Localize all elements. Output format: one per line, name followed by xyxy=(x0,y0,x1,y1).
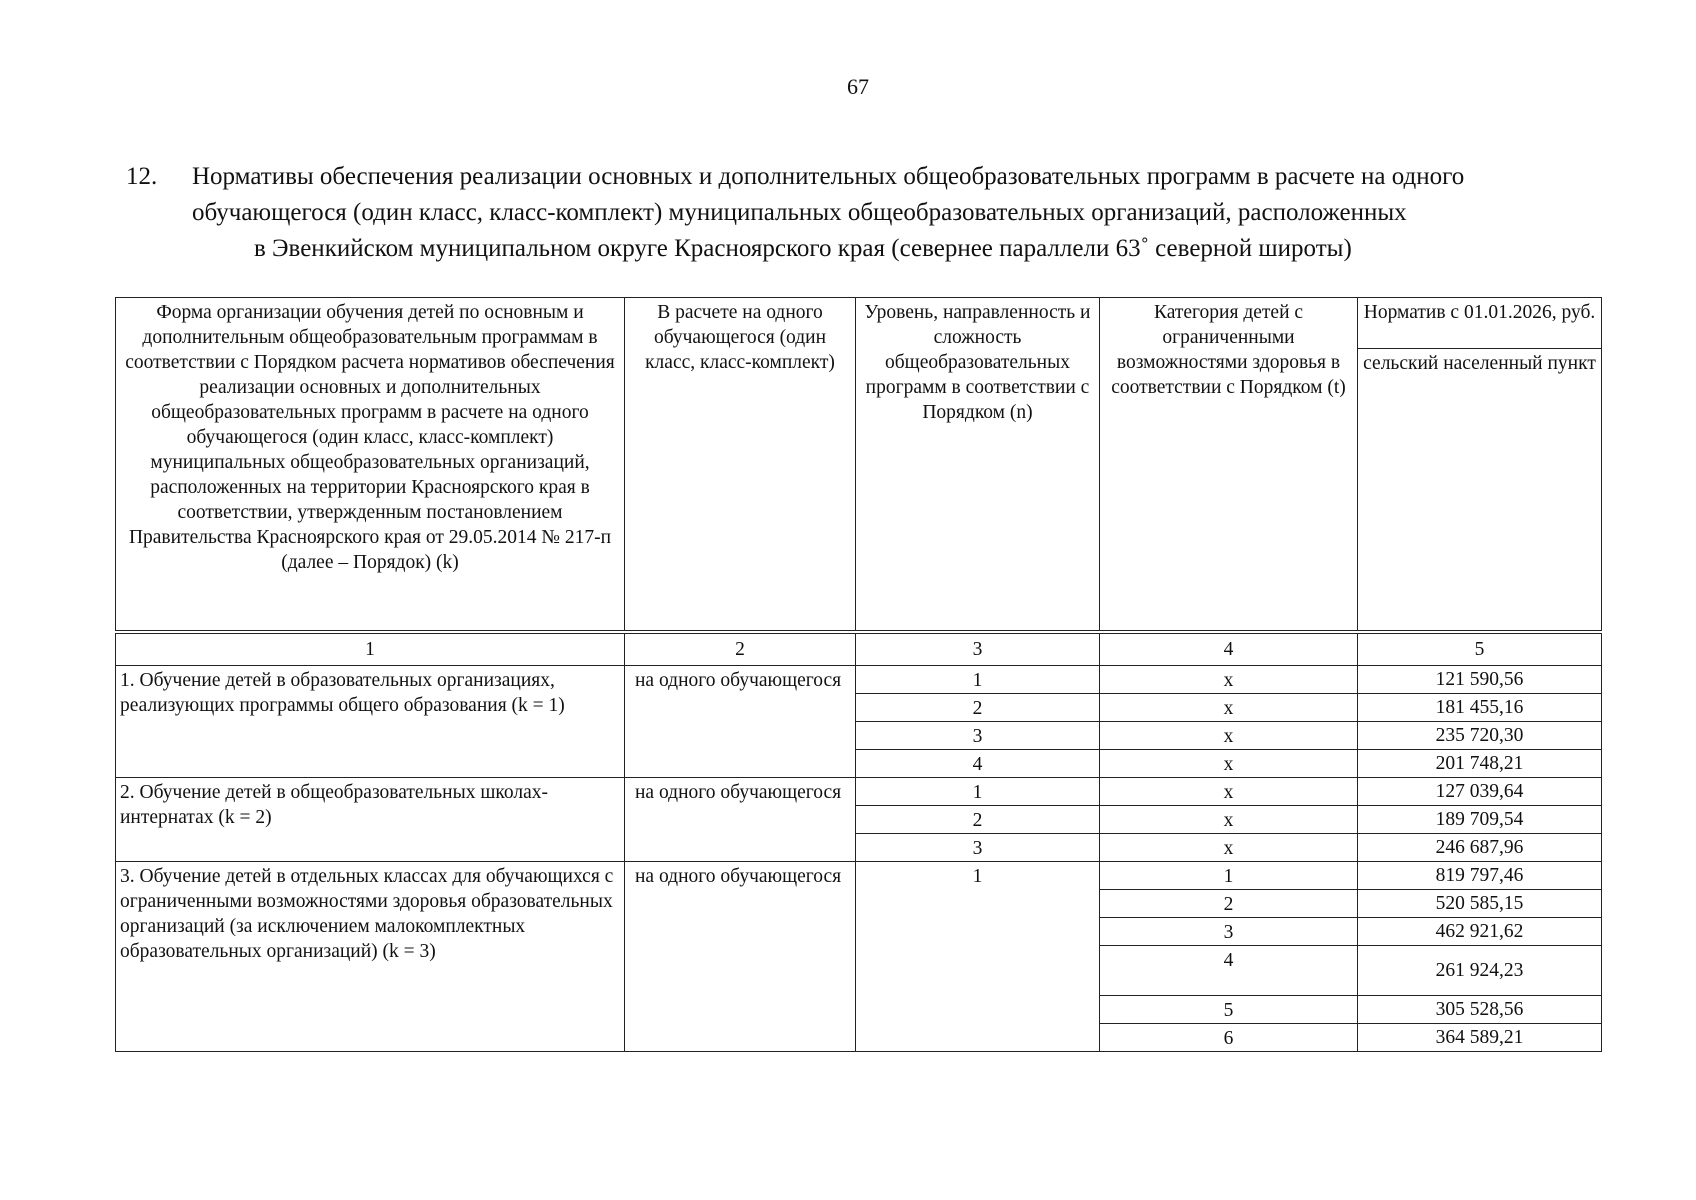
column-number-row xyxy=(116,632,1602,666)
level-cell: 4 xyxy=(856,750,1100,778)
level-cell: 1 xyxy=(856,666,1100,694)
norm-value: 819 797,46 xyxy=(1358,862,1602,890)
norm-value: 261 924,23 xyxy=(1358,946,1602,996)
category-cell: 3 xyxy=(1100,918,1358,946)
column-number: 4 xyxy=(1100,632,1358,666)
norm-value: 201 748,21 xyxy=(1358,750,1602,778)
group-per: на одного обучающегося xyxy=(625,778,856,862)
column-number: 1 xyxy=(116,632,625,666)
category-cell: x xyxy=(1100,778,1358,806)
category-cell: x xyxy=(1100,666,1358,694)
group-per: на одного обучающегося xyxy=(625,666,856,778)
category-cell: x xyxy=(1100,722,1358,750)
category-cell: x xyxy=(1100,806,1358,834)
level-cell: 3 xyxy=(856,834,1100,862)
norm-value: 520 585,15 xyxy=(1358,890,1602,918)
heading-line-3: в Эвенкийском муниципальном округе Красноярского края (севернее параллели 63˚ северной широты) xyxy=(254,235,1352,262)
column-number: 5 xyxy=(1358,632,1602,666)
table-row xyxy=(116,778,1602,806)
header-norm: Норматив с 01.01.2026, руб. xyxy=(1358,298,1602,349)
column-number: 2 xyxy=(625,632,856,666)
category-cell: 2 xyxy=(1100,890,1358,918)
norm-value: 462 921,62 xyxy=(1358,918,1602,946)
norm-value: 364 589,21 xyxy=(1358,1024,1602,1052)
level-cell: 2 xyxy=(856,806,1100,834)
category-cell: 5 xyxy=(1100,996,1358,1024)
category-cell: 4 xyxy=(1100,946,1358,996)
level-cell: 1 xyxy=(856,862,1100,1052)
header-category: Категория детей с ограниченными возможностями здоровья в соответствии с Порядком (t) xyxy=(1100,298,1358,633)
table-row xyxy=(116,862,1602,890)
norm-value: 127 039,64 xyxy=(1358,778,1602,806)
level-cell: 1 xyxy=(856,778,1100,806)
norm-value: 181 455,16 xyxy=(1358,694,1602,722)
heading-line-1: Нормативы обеспечения реализации основных и дополнительных общеобразовательных программ в расчете на одного xyxy=(192,163,1465,190)
header-level: Уровень, направленность и сложность общеобразовательных программ в соответствии с Порядком (n) xyxy=(856,298,1100,633)
group-description: 2. Обучение детей в общеобразовательных школах-интернатах (k = 2) xyxy=(116,778,625,862)
heading-line-2: обучающегося (один класс, класс-комплект) муниципальных общеобразовательных организаций, расположенных xyxy=(192,199,1407,226)
category-cell: x xyxy=(1100,694,1358,722)
level-cell: 3 xyxy=(856,722,1100,750)
page-number: 67 xyxy=(847,74,869,99)
norms-table xyxy=(115,297,1602,1052)
norm-value: 305 528,56 xyxy=(1358,996,1602,1024)
group-per: на одного обучающегося xyxy=(625,862,856,1052)
column-number: 3 xyxy=(856,632,1100,666)
header-form: Форма организации обучения детей по основным и дополнительным общеобразовательным программам в соответствии с Порядком расчета нормативов обеспечения реализации основных и дополнительных общеобразовательных программ в расчете на одного обучающегося (один класс, класс-комплект) муниципальных общеобразовательных организаций, расположенных на территории Красноярского края в соответствии, утвержденным постановлением Правительства Красноярского края от 29.05.2014 № 217-п (далее – Порядок) (k) xyxy=(116,298,625,633)
norm-value: 235 720,30 xyxy=(1358,722,1602,750)
category-cell: 6 xyxy=(1100,1024,1358,1052)
header-per: В расчете на одного обучающегося (один класс, класс-комплект) xyxy=(625,298,856,633)
category-cell: x xyxy=(1100,750,1358,778)
table-row xyxy=(116,666,1602,694)
header-norm-rural: сельский населенный пункт xyxy=(1358,349,1602,633)
norm-value: 121 590,56 xyxy=(1358,666,1602,694)
category-cell: 1 xyxy=(1100,862,1358,890)
level-cell: 2 xyxy=(856,694,1100,722)
group-description: 1. Обучение детей в образовательных организациях, реализующих программы общего образования (k = 1) xyxy=(116,666,625,778)
norm-value: 189 709,54 xyxy=(1358,806,1602,834)
group-description: 3. Обучение детей в отдельных классах для обучающихся с ограниченными возможностями здоровья образовательных организаций (за исключением малокомплектных образовательных организаций) (k = 3) xyxy=(116,862,625,1052)
category-cell: x xyxy=(1100,834,1358,862)
section-number: 12. xyxy=(126,163,158,190)
norm-value: 246 687,96 xyxy=(1358,834,1602,862)
section-heading xyxy=(126,159,1596,267)
